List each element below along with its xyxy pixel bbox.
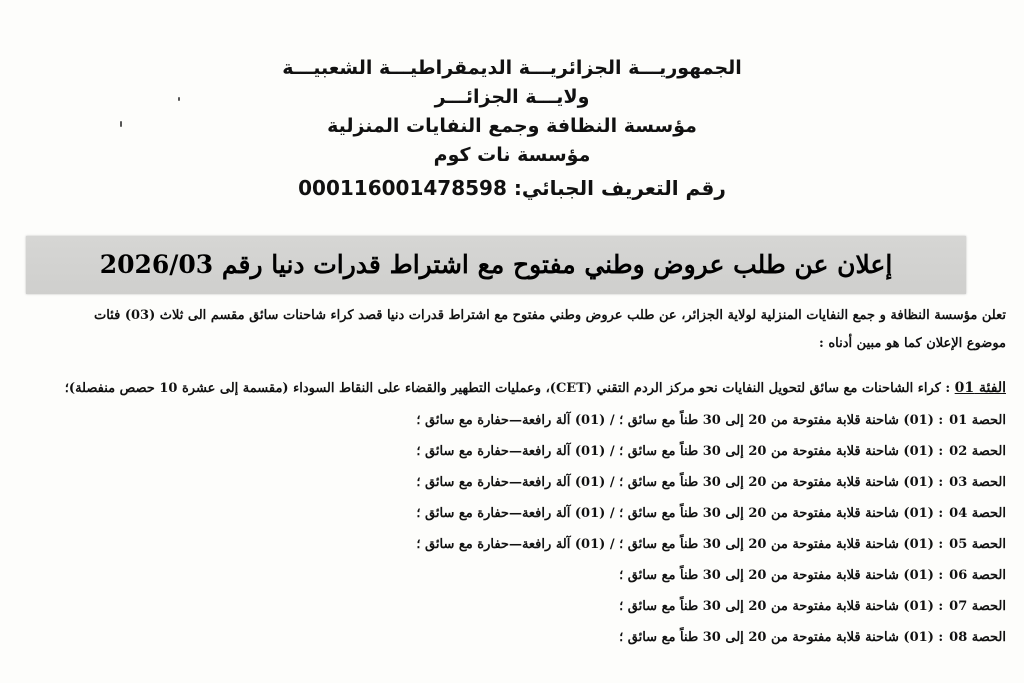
- list-item: [16, 467, 1006, 498]
- category-text: : كراء الشاحنات مع سائق لتحويل النفايات نحو مركز الردم التقني (CET)، وعمليات التطهير والقضاء على النقاط السوداء (مقسمة إلى عشرة 10 حصص منفصلة)؛: [64, 381, 951, 396]
- lot-label: الحصة 02: [949, 444, 1006, 459]
- lot-text: : (01) شاحنة قلابة مفتوحة من 20 إلى 30 طناً مع سائق ؛ / (01) آلة رافعة—حفارة مع سائق ؛: [416, 506, 944, 521]
- list-item: [16, 560, 1006, 591]
- lot-label: الحصة 01: [949, 413, 1006, 428]
- lot-text: : (01) شاحنة قلابة مفتوحة من 20 إلى 30 طناً مع سائق ؛ / (01) آلة رافعة—حفارة مع سائق ؛: [416, 475, 944, 490]
- lot-label: الحصة 06: [949, 568, 1006, 583]
- lot-label: الحصة 07: [949, 599, 1006, 614]
- lot-text: : (01) شاحنة قلابة مفتوحة من 20 إلى 30 طناً مع سائق ؛: [619, 630, 944, 645]
- announcement-body: [16, 302, 1006, 653]
- tax-id-label: رقم التعريف الجبائي:: [513, 176, 726, 200]
- category-01: [16, 374, 1006, 403]
- lot-text: : (01) شاحنة قلابة مفتوحة من 20 إلى 30 طناً مع سائق ؛ / (01) آلة رافعة—حفارة مع سائق ؛: [416, 413, 944, 428]
- list-item: [16, 529, 1006, 560]
- list-item: [16, 436, 1006, 467]
- wilaya-name: ولايـــة الجزائـــر: [434, 86, 590, 108]
- list-item: [16, 498, 1006, 529]
- lots-list: [16, 405, 1006, 653]
- republic-name: الجمهوريـــة الجزائريـــة الديمقراطيـــة الشعبيـــة: [282, 57, 742, 79]
- tax-id: [0, 170, 1024, 206]
- lot-label: الحصة 04: [949, 506, 1006, 521]
- lot-label: الحصة 05: [949, 537, 1006, 552]
- category-label: الفئة 01: [954, 380, 1006, 396]
- tax-id-value: 000116001478598: [298, 176, 507, 200]
- letterhead: [0, 54, 1024, 206]
- lot-text: : (01) شاحنة قلابة مفتوحة من 20 إلى 30 طناً مع سائق ؛ / (01) آلة رافعة—حفارة مع سائق ؛: [416, 444, 944, 459]
- company-name: مؤسسة نات كوم: [433, 144, 591, 166]
- institution-name: مؤسسة النظافة وجمع النفايات المنزلية: [327, 115, 697, 137]
- lot-text: : (01) شاحنة قلابة مفتوحة من 20 إلى 30 طناً مع سائق ؛ / (01) آلة رافعة—حفارة مع سائق ؛: [416, 537, 944, 552]
- intro-line-2: موضوع الإعلان كما هو مبين أدناه :: [819, 336, 1006, 351]
- list-item: [16, 591, 1006, 622]
- announcement-title: إعلان عن طلب عروض وطني مفتوح مع اشتراط قدرات دنيا رقم 2026/03: [99, 250, 893, 279]
- lot-text: : (01) شاحنة قلابة مفتوحة من 20 إلى 30 طناً مع سائق ؛: [619, 568, 944, 583]
- intro-line-1: تعلن مؤسسة النظافة و جمع النفايات المنزلية لولاية الجزائر، عن طلب عروض وطني مفتوح مع اشتراط قدرات دنيا قصد كراء شاحنات سائق مقسم الى ثلاث (03) فئات: [93, 308, 1006, 323]
- lot-text: : (01) شاحنة قلابة مفتوحة من 20 إلى 30 طناً مع سائق ؛: [619, 599, 944, 614]
- lot-label: الحصة 08: [949, 630, 1006, 645]
- list-item: [16, 405, 1006, 436]
- intro-paragraph: [16, 302, 1006, 358]
- lot-label: الحصة 03: [949, 475, 1006, 490]
- list-item: [16, 622, 1006, 653]
